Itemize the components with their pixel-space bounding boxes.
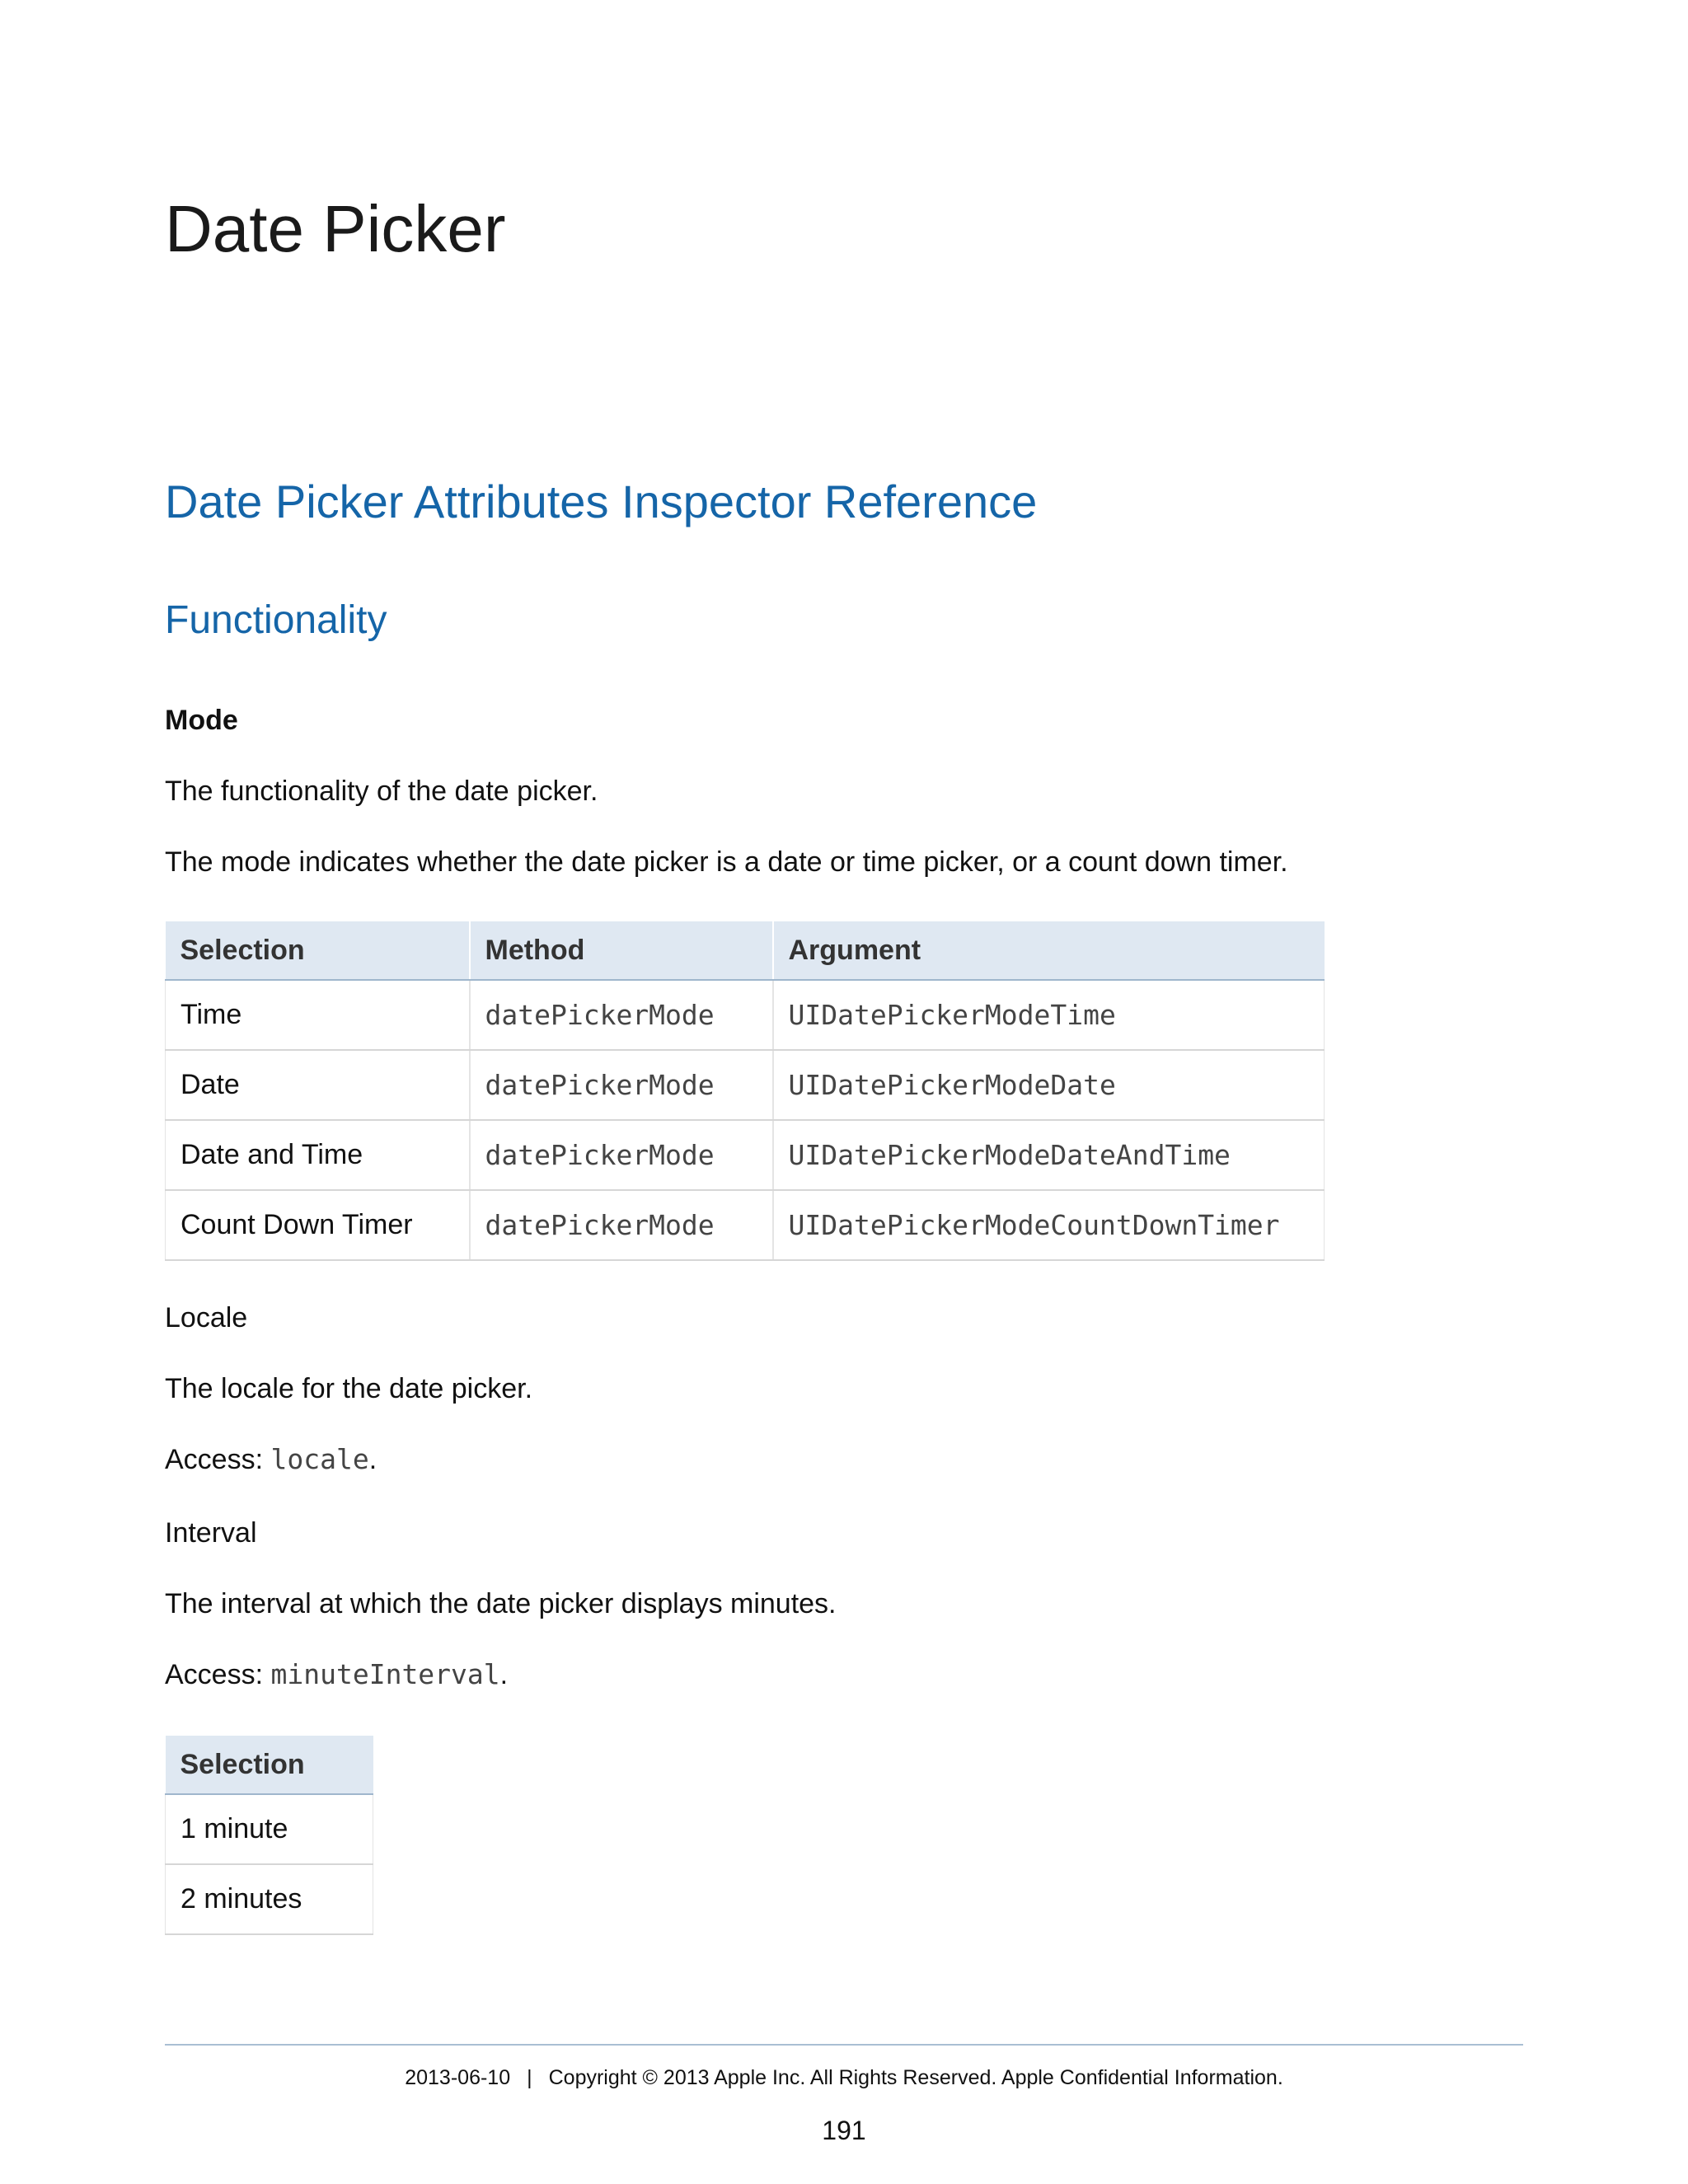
mode-detail: The mode indicates whether the date picker is a date or time picker, or a count down timer. bbox=[165, 846, 1288, 878]
selection-cell: Date and Time bbox=[166, 1120, 470, 1190]
locale-access bbox=[165, 1443, 377, 1477]
selection-cell: 2 minutes bbox=[166, 1864, 373, 1934]
column-header-selection: Selection bbox=[166, 921, 470, 980]
subsection-title: Functionality bbox=[165, 598, 387, 642]
footer-divider bbox=[165, 2044, 1523, 2046]
selection-cell: Time bbox=[166, 980, 470, 1050]
column-header-method: Method bbox=[470, 921, 773, 980]
footer-copyright: Copyright © 2013 Apple Inc. All Rights Reserved. Apple Confidential Information. bbox=[548, 2066, 1283, 2089]
mode-description: The functionality of the date picker. bbox=[165, 776, 598, 807]
table-row bbox=[166, 1050, 1325, 1120]
selection-cell: Date bbox=[166, 1050, 470, 1120]
method-cell: datePickerMode bbox=[470, 1190, 773, 1260]
column-header-selection: Selection bbox=[166, 1736, 373, 1794]
table-row bbox=[166, 1190, 1325, 1260]
method-cell: datePickerMode bbox=[470, 1050, 773, 1120]
method-cell: datePickerMode bbox=[470, 1120, 773, 1190]
page-number: 191 bbox=[822, 2116, 866, 2145]
argument-cell: UIDatePickerModeCountDownTimer bbox=[773, 1190, 1325, 1260]
mode-heading: Mode bbox=[165, 705, 238, 736]
footer bbox=[165, 2066, 1523, 2090]
access-period: . bbox=[499, 1659, 509, 1690]
selection-cell: Count Down Timer bbox=[166, 1190, 470, 1260]
locale-heading: Locale bbox=[165, 1302, 248, 1333]
access-label: Access: bbox=[165, 1659, 264, 1690]
locale-description: The locale for the date picker. bbox=[165, 1373, 533, 1404]
selection-cell: 1 minute bbox=[166, 1794, 373, 1864]
minute-interval-property: minuteInterval bbox=[270, 1658, 500, 1690]
mode-table bbox=[165, 921, 1325, 1261]
argument-cell: UIDatePickerModeTime bbox=[773, 980, 1325, 1050]
table-row bbox=[166, 980, 1325, 1050]
interval-access bbox=[165, 1658, 508, 1692]
column-header-argument: Argument bbox=[773, 921, 1325, 980]
access-label: Access: bbox=[165, 1444, 264, 1475]
argument-cell: UIDatePickerModeDateAndTime bbox=[773, 1120, 1325, 1190]
interval-heading: Interval bbox=[165, 1517, 257, 1549]
access-period: . bbox=[368, 1444, 377, 1475]
footer-separator: | bbox=[527, 2066, 532, 2089]
interval-table-header-row bbox=[166, 1736, 373, 1794]
interval-table bbox=[165, 1736, 373, 1935]
table-row bbox=[166, 1794, 373, 1864]
table-row bbox=[166, 1864, 373, 1934]
chapter-title: Date Picker bbox=[165, 192, 506, 265]
footer-date: 2013-06-10 bbox=[405, 2066, 511, 2089]
argument-cell: UIDatePickerModeDate bbox=[773, 1050, 1325, 1120]
mode-table-header-row bbox=[166, 921, 1325, 980]
section-title: Date Picker Attributes Inspector Reference bbox=[165, 476, 1038, 527]
locale-property: locale bbox=[270, 1443, 369, 1475]
method-cell: datePickerMode bbox=[470, 980, 773, 1050]
table-row bbox=[166, 1120, 1325, 1190]
interval-description: The interval at which the date picker displays minutes. bbox=[165, 1588, 837, 1619]
